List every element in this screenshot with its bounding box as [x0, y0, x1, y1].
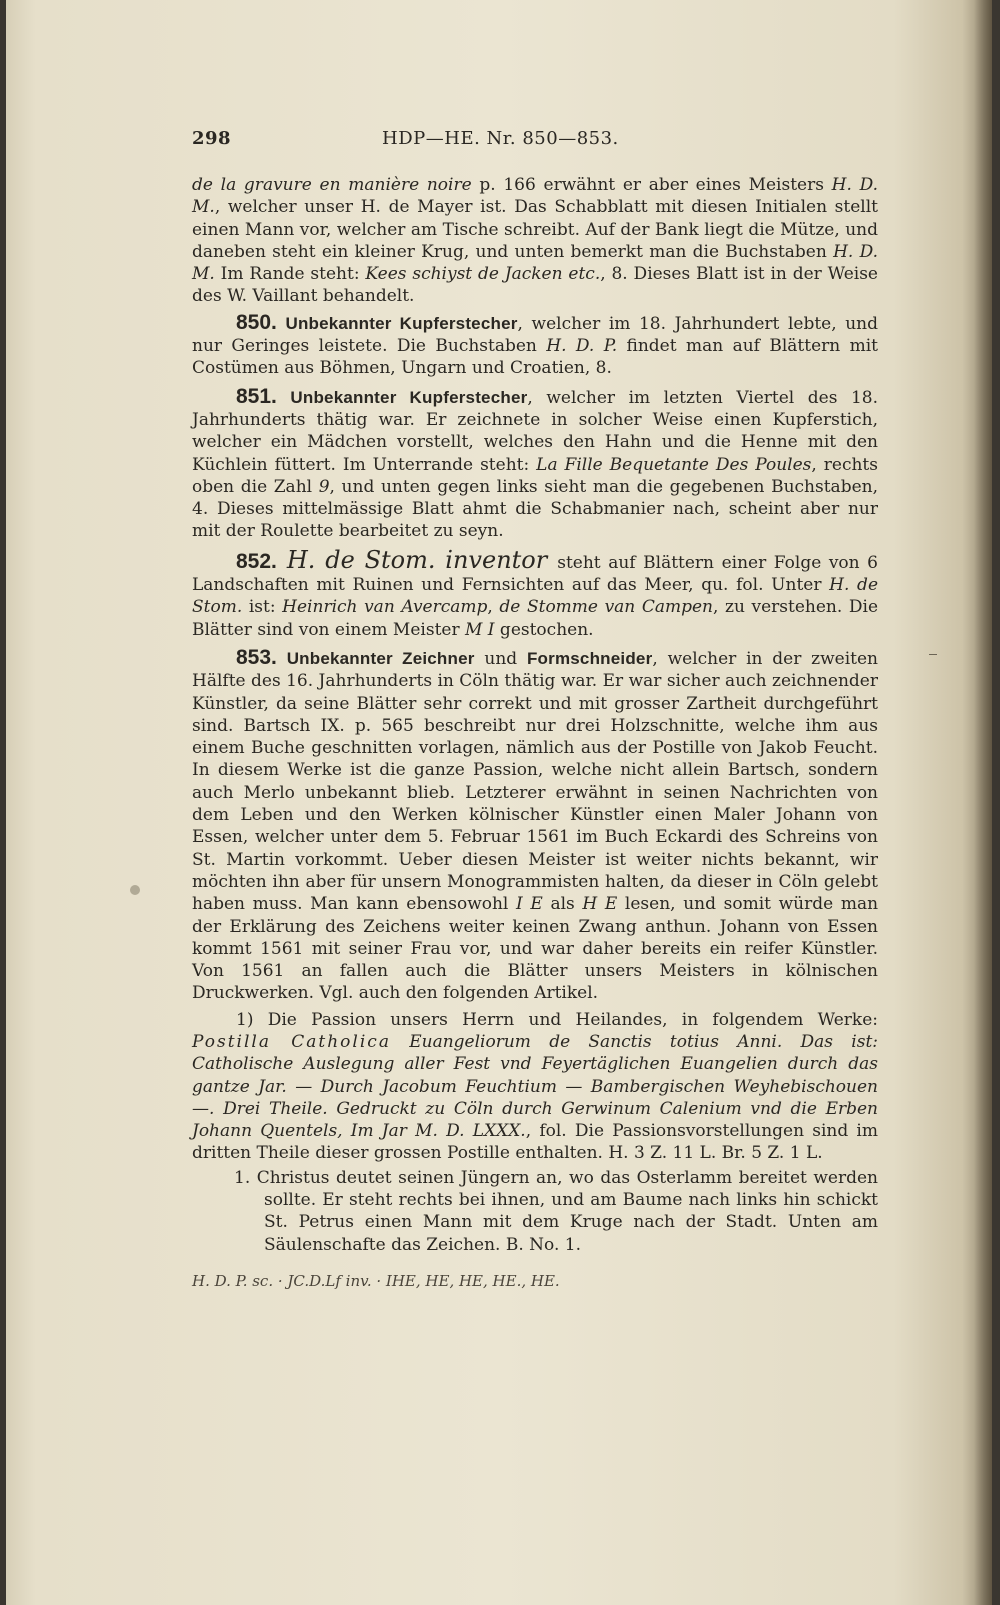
monogram-851: JC.D.Lf inv.	[287, 1271, 372, 1290]
text-run: und	[474, 648, 527, 669]
italic-title: Euangeliorum de Sanctis totius Anni. Das ist: Catholische Auslegung aller Fest vnd Feyertäglichen Euangelien durch das gantze Jar. — Durch Jacobum Feuchtium — Bambergischen Weyhebischouen —. Drei Theile. Gedruckt zu Cöln durch Gerwinum Calenium vnd die Erben Johann Quentels, Im Jar M. D. LXXX.	[192, 1031, 878, 1142]
italic-inscription: Kees schiyst de Jacken etc.	[365, 264, 601, 285]
page-number: 298	[192, 128, 232, 149]
entry-number: 853.	[236, 645, 277, 669]
list-item	[192, 1167, 878, 1256]
italic-name: H. de Stom.	[192, 575, 879, 618]
margin-mark	[929, 654, 937, 655]
text-run: , welcher im letzten Viertel des 18. Jahrhunderts thätig war. Er zeichnete in solcher Weise einen Kupferstich, welcher ein Mädchen vorstellt, welches den Hahn und die Henne mit den Küchlein füttert. Im Unterrande steht:	[192, 387, 878, 475]
text-run: , rechts oben die Zahl	[192, 454, 878, 497]
italic-name: Heinrich van Avercamp	[282, 597, 488, 618]
monogram-850: H. D. P. sc.	[192, 1271, 274, 1290]
entry-850	[192, 312, 878, 380]
running-title: HDP—HE. Nr. 850—853.	[382, 128, 619, 149]
text-run: 1) Die Passion unsers Herrn und Heilandes, in folgendem Werke:	[236, 1009, 878, 1030]
text-run: , fol. Die Passionsvorstellungen sind im dritten Theile dieser grossen Postille enthalten. H. 3 Z. 11 L. Br. 5 Z. 1 L.	[192, 1121, 878, 1164]
text-run: , welcher unser H. de Mayer ist. Das Schabblatt mit diesen Initialen stellt einen Mann vor, welcher am Tische schreibt. Auf der Bank liegt die Mütze, und daneben steht ein kleiner Krug, und unten bemerkt man die Buchstaben	[192, 197, 878, 262]
italic-initials: H. D. M.	[192, 241, 878, 285]
entry-853	[192, 647, 878, 1005]
book-page	[6, 0, 992, 1605]
italic-spaced-title: Postilla Catholica	[192, 1031, 391, 1052]
entry-heading: Unbekannter Zeichner	[286, 648, 475, 668]
entry-852	[192, 545, 879, 641]
text-run: ist:	[242, 597, 283, 618]
italic-number: 9	[318, 476, 330, 497]
text-run: , und unten gegen links sieht man die gegebenen Buchstaben, 4. Dieses mittelmässige Blatt ahmt die Schabmanier nach, scheint aber nur mit der Roulette bearbeitet zu seyn.	[192, 476, 878, 542]
text-run: gestochen.	[494, 619, 594, 640]
page-header	[192, 128, 892, 150]
text-run: p. 166 erwähnt er aber eines Meisters	[471, 175, 832, 195]
monogram-strip: H. D. P. sc. · JC.D.Lf inv. · IHE, HE, HE, HE., HE.	[192, 1271, 560, 1290]
italic-initials: I E	[516, 894, 543, 915]
page-body	[192, 174, 878, 1292]
text-run: steht auf Blättern einer Folge von 6 Landschaften mit Ruinen und Fernsichten auf das Meer, qu. fol. Unter	[192, 552, 879, 596]
entry-heading: Unbekannter Kupferstecher	[290, 387, 528, 407]
monogram-852: H. de Stom. inventor	[286, 545, 548, 574]
item-text: Christus deutet seinen Jüngern an, wo das Osterlamm bereitet werden sollte. Er steht rechts bei ihnen, und am Baume nach links hin schickt St. Petrus einen Mann mit dem Kruge nach der Stadt. Unten am Säulenschafte das Zeichen. B. No. 1.	[256, 1167, 878, 1255]
entry-851	[192, 386, 878, 543]
text-run: lesen, und somit würde man der Erklärung des Zeichens weiter keinen Zwang anthun. Johann von Essen kommt 1561 mit seiner Frau vor, und war daher bereits ein reifer Künstler. Von 1561 an fallen auch die Blätter unsers Meisters in kölnischen Druckwerken. Vgl. auch den folgenden Artikel.	[192, 894, 879, 1004]
text-run: findet man auf Blättern mit Costümen aus Böhmen, Ungarn und Croatien, 8.	[192, 336, 878, 379]
entry-heading: Unbekannter Kupferstecher	[285, 313, 518, 333]
item-number: 1.	[234, 1167, 251, 1188]
stain-mark	[130, 885, 140, 895]
intro-paragraph	[192, 174, 878, 308]
text-run: , welcher im 18. Jahrhundert lebte, und nur Geringes leistete. Die Buchstaben	[192, 313, 879, 357]
monogram-853: IHE, HE, HE, HE., HE.	[385, 1271, 560, 1290]
text-run: als	[542, 894, 583, 915]
text-run: , 8. Dieses Blatt ist in der Weise des W. Vaillant behandelt.	[192, 264, 878, 307]
italic-name: de Stomme van Campen	[499, 597, 714, 618]
entry-heading: Formschneider	[526, 648, 653, 668]
page-edge-shadow	[974, 0, 992, 1605]
italic-initials: H E	[582, 894, 618, 915]
text-run: , welcher in der zweiten Hälfte des 16. Jahrhunderts in Cöln thätig war. Er war sicher auch zeichnender Künstler, da seine Blätter sehr correkt und mit grosser Zartheit durchgeführt sind. Bartsch IX. p. 565 beschreibt nur drei Holzschnitte, welche ihm aus einem Buche geschnitten vorlagen, nämlich aus der Postille von Jakob Feucht. In diesem Werke ist die ganze Passion, welche nicht allein Bartsch, sondern auch Merlo unbekannt blieb. Letzterer erwähnt in seinen Nachrichten von dem Leben und den Werken kölnischer Künstler einen Maler Johann von Essen, welcher unter dem 5. Februar 1561 im Buch Eckardi des Schreins von St. Martin vorkommt. Ueber diesen Meister ist weiter nichts bekannt, wir möchten ihn aber für unsern Monogrammisten halten, da dieser in Cöln gelebt haben muss. Man kann ebensowohl	[192, 648, 879, 915]
italic-initials: M I	[465, 619, 495, 640]
italic-title: de la gravure en manière noire	[192, 175, 472, 195]
entry-number: 851.	[236, 384, 277, 408]
work-citation	[192, 1009, 878, 1165]
entry-number: 852.	[236, 549, 277, 573]
entry-number: 850.	[236, 310, 277, 334]
text-run: Im Rande steht:	[214, 264, 366, 285]
italic-initials: H. D. M.	[192, 175, 879, 218]
text-run: , zu verstehen. Die Blätter sind von einem Meister	[192, 597, 879, 640]
italic-initials: H. D. P.	[546, 336, 618, 357]
italic-inscription: La Fille Bequetante Des Poules	[536, 454, 812, 475]
text-run: ,	[487, 597, 500, 618]
